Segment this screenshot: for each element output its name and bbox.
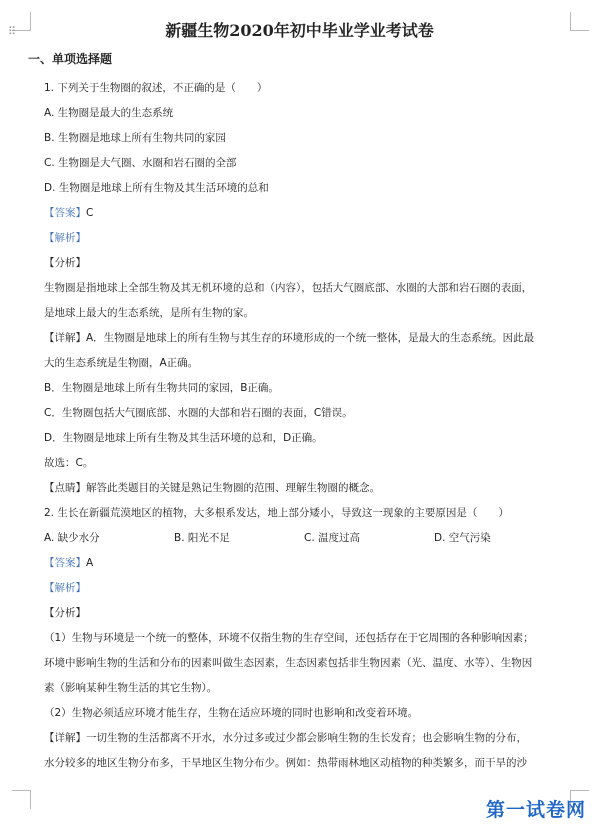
question-2-option-c: C. 温度过高 xyxy=(304,532,361,544)
question-1-option-a: A. 生物圈是最大的生态系统 xyxy=(44,107,174,119)
question-2-detail-line: 水分较多的地区生物分布多，干旱地区生物分布少。例如：热带雨林地区动植物的种类繁多，而干旱的沙 xyxy=(44,757,527,769)
question-2-option-b: B. 阳光不足 xyxy=(174,532,230,544)
document-title: 新疆生物2020年初中毕业学业考试卷 xyxy=(165,21,434,40)
question-1-detail-line: 【详解】A．生物圈是地球上的所有生物与其生存的环境形成的一个统一整体，是最大的生态系统。因此最 xyxy=(44,332,535,344)
question-1-option-b: B. 生物圈是地球上所有生物共同的家园 xyxy=(44,132,226,144)
question-1-detail-line: 大的生态系统是生物圈，A正确。 xyxy=(44,357,199,369)
question-1-detail-line: C．生物圈包括大气圈底部、水圈的大部和岩石圈的表面，C错误。 xyxy=(44,407,353,419)
question-2-option-d: D. 空气污染 xyxy=(434,532,491,544)
answer-value: C xyxy=(86,207,94,219)
section-heading: 一、单项选择题 xyxy=(28,52,113,66)
page-corner-mark xyxy=(12,790,31,809)
question-1-key-point: 【点睛】解答此类题目的关键是熟记生物圈的范围、理解生物圈的概念。 xyxy=(44,482,380,494)
question-1-fenxi-line: 是地球上最大的生态系统，是所有生物的家。 xyxy=(44,307,254,319)
question-1-stem: 1. 下列关于生物圈的叙述，不正确的是（ ） xyxy=(44,82,268,94)
question-1-detail-line: B．生物圈是地球上所有生物共同的家园，B正确。 xyxy=(44,382,279,394)
question-2-fenxi-line: 素（影响某种生物生活的其它生物）。 xyxy=(44,682,218,694)
question-2-analysis-tag: 【解析】 xyxy=(44,582,86,594)
question-2-fenxi-line: （1）生物与环境是一个统一的整体，环境不仅指生物的生存空间，还包括存在于它周围的各种影响因素； xyxy=(44,632,534,644)
question-1-answer xyxy=(44,205,93,220)
question-2-fenxi-line: 环境中影响生物的生活和分布的因素叫做生态因素，生态因素包括非生物因素（光、温度、水等）、生物因 xyxy=(44,657,533,669)
question-1-fenxi-line: 生物圈是指地球上全部生物及其无机环境的总和（内容），包括大气圈底部、水圈的大部和岩石圈的表面， xyxy=(44,282,533,294)
question-1-option-c: C. 生物圈是大气圈、水圈和岩石圈的全部 xyxy=(44,157,237,169)
drag-handle-icon[interactable]: ⠿ xyxy=(8,25,17,38)
question-1-detail-line: D．生物圈是地球上所有生物及其生活环境的总和，D正确。 xyxy=(44,432,323,444)
question-2-option-a: A. 缺少水分 xyxy=(44,532,100,544)
answer-tag: 【答案】 xyxy=(44,557,86,569)
question-1-fenxi-tag: 【分析】 xyxy=(44,257,86,269)
question-1-conclusion: 故选：C。 xyxy=(44,457,94,469)
answer-value: A xyxy=(86,557,94,569)
answer-tag: 【答案】 xyxy=(44,207,86,219)
question-2-fenxi-tag: 【分析】 xyxy=(44,607,86,619)
question-1-option-d: D. 生物圈是地球上所有生物及其生活环境的总和 xyxy=(44,182,269,194)
watermark-logo: 第一试卷网 xyxy=(486,799,587,821)
question-2-answer xyxy=(44,555,93,570)
question-2-fenxi-line: （2）生物必须适应环境才能生存，生物在适应环境的同时也影响和改变着环境。 xyxy=(44,707,419,719)
question-1-analysis-tag: 【解析】 xyxy=(44,232,86,244)
question-2-detail-line: 【详解】一切生物的生活都离不开水，水分过多或过少都会影响生物的生长发育；也会影响生物的分布， xyxy=(44,732,527,744)
question-2-stem: 2. 生长在新疆荒漠地区的植物，大多根系发达，地上部分矮小，导致这一现象的主要原因是（ ） xyxy=(44,507,509,519)
